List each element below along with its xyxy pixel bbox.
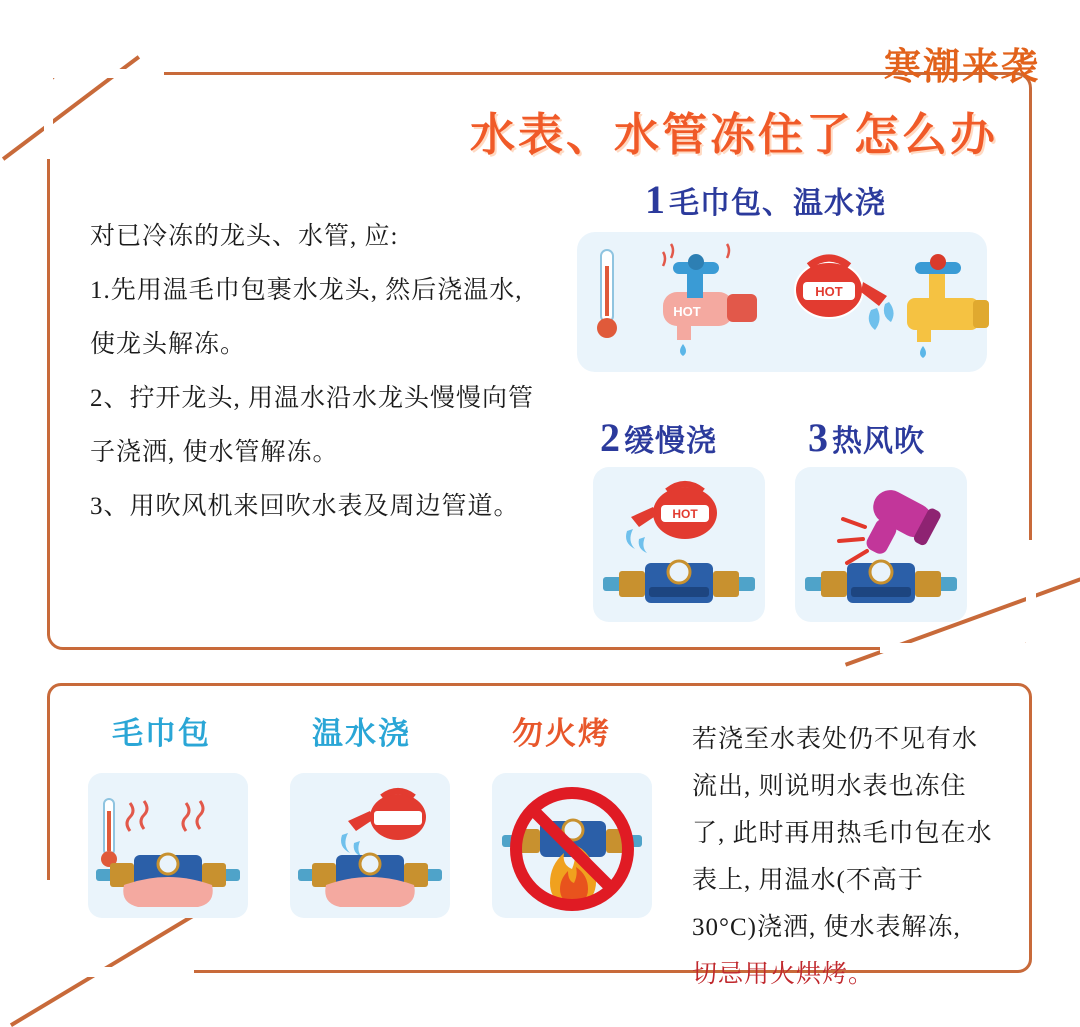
panel-border-gap [44,880,54,977]
step-2-label: 缓慢浇 [624,425,717,458]
warm-water-pour-meter-icon [290,773,450,918]
intro-item: 2、拧开龙头, 用温水沿水龙头慢慢向管 [90,385,535,412]
svg-text:HOT: HOT [815,284,843,299]
intro-text-block [90,210,560,534]
panel-border-gap [44,69,164,78]
bottom-paragraph-line: 流出, 则说明水表也冻住 [692,773,967,800]
step-2-illustration [593,467,765,622]
bottom-paragraph-line: 了, 此时再用热毛巾包在水 [692,820,993,847]
bottom-paragraph-highlight: 切忌用火烘烤。 [692,961,875,988]
bottom-paragraph-line: 若浇至水表处仍不见有水 [692,726,979,753]
hair-dryer-meter-icon [795,467,967,622]
step-1-number: 1 [645,177,665,222]
panel-border-gap [880,643,1040,653]
step-3-number: 3 [808,415,828,460]
svg-text:HOT: HOT [673,304,701,319]
bottom-label-1: 毛巾包 [112,716,211,751]
kicker-title: 寒潮来袭 [884,47,1040,88]
intro-item: 3、用吹风机来回吹水表及周边管道。 [90,493,520,520]
svg-text:HOT: HOT [672,507,698,521]
bottom-label-2: 温水浇 [312,716,411,751]
page-title: 水表、水管冻住了怎么办 [470,110,999,160]
bottom-label-3: 勿火烤 [512,716,611,751]
step-2-heading [600,414,717,461]
step-3-label: 热风吹 [832,425,925,458]
bottom-paragraph-line: 30°C)浇洒, 使水表解冻, [692,914,961,941]
bottom-paragraph-line: 表上, 用温水(不高于 [692,867,924,894]
intro-item: 1.先用温毛巾包裹水龙头, 然后浇温水, [90,277,523,304]
step-1-label: 毛巾包、温水浇 [669,187,886,220]
bottom-illustration-1 [88,773,248,918]
intro-item: 使龙头解冻。 [90,331,247,358]
bottom-illustration-3 [492,773,652,918]
step-3-illustration [795,467,967,622]
panel-border-gap [44,967,194,977]
intro-item: 子浇洒, 使水管解冻。 [90,439,339,466]
bottom-paragraph [692,716,1017,998]
intro-line: 对已冷冻的龙头、水管, 应: [90,223,399,250]
panel-border-gap [44,69,53,159]
step-3-heading [808,414,925,461]
step-2-number: 2 [600,415,620,460]
step-1-heading [645,176,886,223]
step-1-illustration [577,232,987,372]
kettle-pour-meter-icon [593,467,765,622]
bottom-illustration-2 [290,773,450,918]
panel-border-gap [1026,540,1036,652]
no-fire-meter-icon [492,773,652,918]
towel-wrap-meter-icon [88,773,248,918]
faucet-towel-warm-water-icon [577,232,987,372]
